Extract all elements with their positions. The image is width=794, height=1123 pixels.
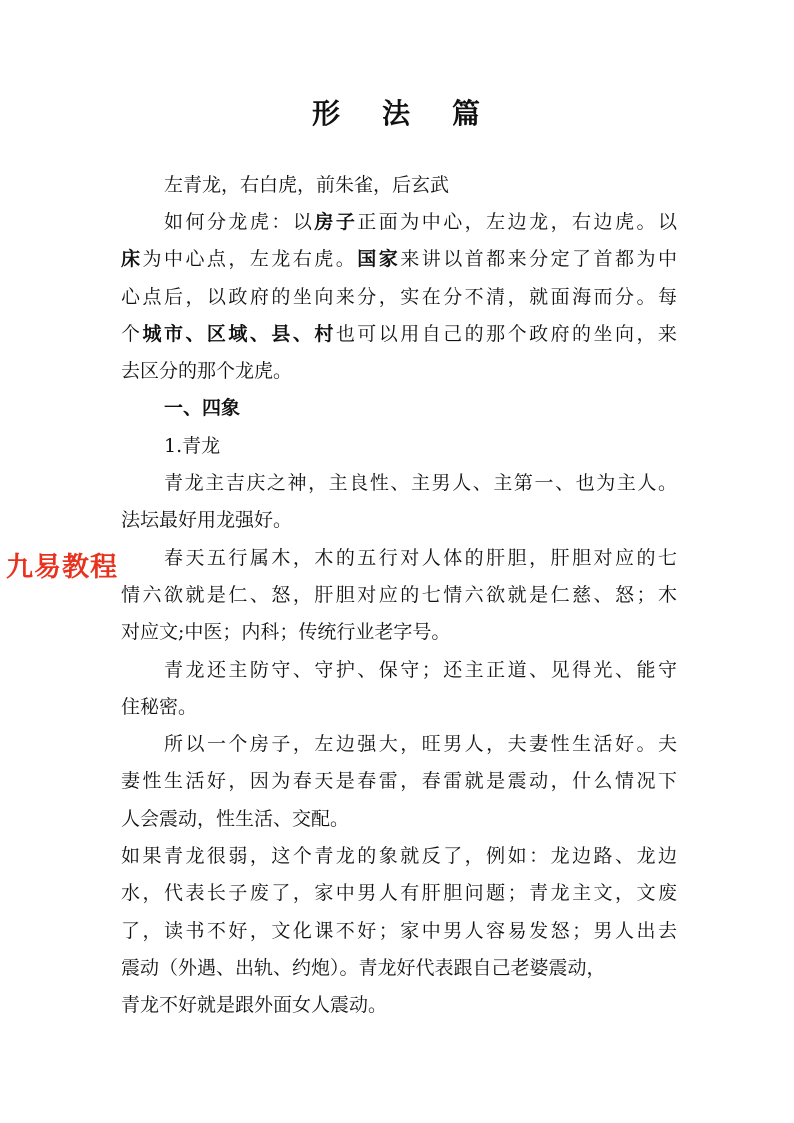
section-heading: 一、四象 [164,397,241,419]
paragraph-line: 妻性生活好，因为春天是春雷，春雷就是震动，什么情况下 [121,770,677,792]
title-char: 篇 [452,97,483,130]
paragraph-line: 法坛最好用龙强好。 [121,509,293,531]
bold-term: 城市 [142,323,186,345]
bold-term: 床 [121,248,143,270]
paragraph-line: 如果青龙很弱，这个青龙的象就反了，例如：龙边路、龙边 [121,845,677,867]
paragraph-line: 青龙还主防守、守护、保守；还主正道、见得光、能守 [164,659,677,681]
paragraph-line: 住秘密。 [121,696,198,718]
paragraph-line: 如何分龙虎：以房子正面为中心，左边龙，右边虎。以 [164,211,677,233]
paragraph-line: 心点后，以政府的坐向来分，实在分不清，就面海而分。每 [121,286,677,308]
paragraph-line: 震动（外遇、出轨、约炮）。青龙好代表跟自己老婆震动， [121,957,606,979]
paragraph-line: 床为中心点，左龙右虎。国家来讲以首都来分定了首都为中 [121,248,677,270]
subsection-heading: 1.青龙 [164,435,221,457]
paragraph-line: 青龙主吉庆之神，主良性、主男人、主第一、也为主人。 [164,472,677,494]
bold-term: 国家 [357,248,401,270]
page-title [0,92,794,132]
paragraph-line: 青龙不好就是跟外面女人震动。 [121,994,388,1016]
title-char: 法 [381,97,412,130]
bold-term: 村 [314,323,336,345]
title-char: 形 [311,97,342,130]
paragraph-line: 去区分的那个龙虎。 [121,360,293,382]
paragraph-line: 人会震动，性生活、交配。 [121,808,350,830]
paragraph-line: 对应文;中医；内科；传统行业老字号。 [121,621,451,643]
paragraph-line: 个城市、区域、县、村也可以用自己的那个政府的坐向，来 [121,323,677,345]
paragraph-line: 所以一个房子，左边强大，旺男人，夫妻性生活好。夫 [164,733,677,755]
bold-term: 县 [271,323,293,345]
watermark-logo: 九易教程 [6,552,118,583]
paragraph-line: 了，读书不好，文化课不好；家中男人容易发怒；男人出去 [121,920,677,942]
paragraph-line: 情六欲就是仁、怒，肝胆对应的七情六欲就是仁慈、怒；木 [121,584,677,606]
paragraph-line: 春天五行属木，木的五行对人体的肝胆，肝胆对应的七 [164,547,677,569]
paragraph-line: 左青龙，右白虎，前朱雀，后玄武 [164,174,450,196]
paragraph-line: 水，代表长子废了，家中男人有肝胆问题；青龙主文，文废 [121,882,677,904]
bold-term: 区域 [206,323,250,345]
bold-term: 房子 [314,211,358,233]
